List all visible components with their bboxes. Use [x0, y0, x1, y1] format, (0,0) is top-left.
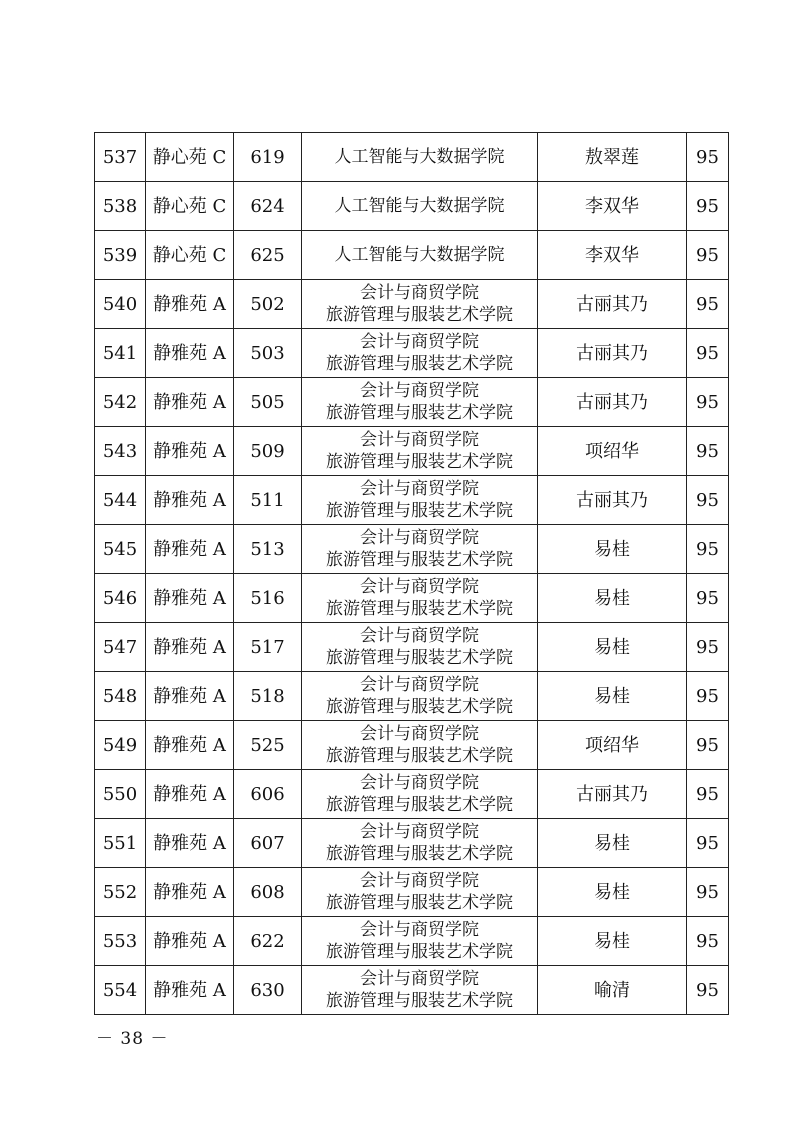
college-name: 旅游管理与服装艺术学院: [326, 795, 513, 815]
teacher-cell: 易桂: [538, 525, 687, 574]
teacher-cell: 易桂: [538, 819, 687, 868]
room-cell: 502: [234, 280, 302, 329]
table-row: [95, 574, 729, 623]
teacher-cell: 易桂: [538, 574, 687, 623]
college-name: 旅游管理与服装艺术学院: [326, 697, 513, 717]
score-cell: 95: [687, 329, 729, 378]
score-cell: 95: [687, 770, 729, 819]
teacher-cell: 敖翠莲: [538, 133, 687, 182]
dormitory-score-table: [94, 132, 729, 1015]
score-cell: 95: [687, 378, 729, 427]
college-name: 会计与商贸学院: [360, 332, 479, 352]
score-cell: 95: [687, 427, 729, 476]
table-row: [95, 966, 729, 1015]
building-cell: 静心苑 C: [146, 133, 234, 182]
college-cell: [302, 917, 538, 966]
room-cell: 511: [234, 476, 302, 525]
college-name: 会计与商贸学院: [360, 969, 479, 989]
no-cell: 541: [95, 329, 146, 378]
college-name: 旅游管理与服装艺术学院: [326, 599, 513, 619]
room-cell: 518: [234, 672, 302, 721]
building-cell: 静雅苑 A: [146, 917, 234, 966]
building-cell: 静雅苑 A: [146, 721, 234, 770]
table-row: [95, 672, 729, 721]
page-number: － 38 －: [96, 1029, 169, 1049]
teacher-cell: 古丽其乃: [538, 770, 687, 819]
college-name: 会计与商贸学院: [360, 479, 479, 499]
teacher-cell: 易桂: [538, 917, 687, 966]
room-cell: 517: [234, 623, 302, 672]
room-cell: 607: [234, 819, 302, 868]
no-cell: 539: [95, 231, 146, 280]
college-name: 会计与商贸学院: [360, 577, 479, 597]
building-cell: 静雅苑 A: [146, 476, 234, 525]
college-name: 旅游管理与服装艺术学院: [326, 452, 513, 472]
table-row: [95, 231, 729, 280]
building-cell: 静雅苑 A: [146, 525, 234, 574]
college-name: 旅游管理与服装艺术学院: [326, 844, 513, 864]
teacher-cell: 项绍华: [538, 427, 687, 476]
building-cell: 静心苑 C: [146, 182, 234, 231]
table-row: [95, 770, 729, 819]
college-name: 旅游管理与服装艺术学院: [326, 746, 513, 766]
table-row: [95, 133, 729, 182]
table-row: [95, 525, 729, 574]
college-name: 人工智能与大数据学院: [334, 196, 505, 216]
room-cell: 505: [234, 378, 302, 427]
college-cell: [302, 966, 538, 1015]
building-cell: 静雅苑 A: [146, 427, 234, 476]
room-cell: 622: [234, 917, 302, 966]
college-name: 人工智能与大数据学院: [334, 245, 505, 265]
college-name: 旅游管理与服装艺术学院: [326, 893, 513, 913]
table-row: [95, 329, 729, 378]
college-name: 旅游管理与服装艺术学院: [326, 354, 513, 374]
teacher-cell: 古丽其乃: [538, 329, 687, 378]
room-cell: 630: [234, 966, 302, 1015]
building-cell: 静心苑 C: [146, 231, 234, 280]
college-cell: [302, 427, 538, 476]
college-name: 会计与商贸学院: [360, 822, 479, 842]
college-cell: [302, 231, 538, 280]
building-cell: 静雅苑 A: [146, 819, 234, 868]
building-cell: 静雅苑 A: [146, 868, 234, 917]
teacher-cell: 古丽其乃: [538, 280, 687, 329]
college-name: 人工智能与大数据学院: [334, 147, 505, 167]
no-cell: 549: [95, 721, 146, 770]
teacher-cell: 易桂: [538, 868, 687, 917]
college-cell: [302, 574, 538, 623]
college-name: 会计与商贸学院: [360, 283, 479, 303]
building-cell: 静雅苑 A: [146, 574, 234, 623]
building-cell: 静雅苑 A: [146, 378, 234, 427]
score-cell: 95: [687, 525, 729, 574]
college-name: 会计与商贸学院: [360, 871, 479, 891]
teacher-cell: 喻清: [538, 966, 687, 1015]
no-cell: 543: [95, 427, 146, 476]
room-cell: 525: [234, 721, 302, 770]
score-cell: 95: [687, 672, 729, 721]
building-cell: 静雅苑 A: [146, 280, 234, 329]
college-name: 会计与商贸学院: [360, 626, 479, 646]
table-row: [95, 280, 729, 329]
no-cell: 552: [95, 868, 146, 917]
college-name: 会计与商贸学院: [360, 773, 479, 793]
teacher-cell: 古丽其乃: [538, 378, 687, 427]
room-cell: 503: [234, 329, 302, 378]
college-cell: [302, 868, 538, 917]
score-cell: 95: [687, 133, 729, 182]
no-cell: 554: [95, 966, 146, 1015]
teacher-cell: 古丽其乃: [538, 476, 687, 525]
table-row: [95, 819, 729, 868]
score-cell: 95: [687, 819, 729, 868]
college-name: 旅游管理与服装艺术学院: [326, 501, 513, 521]
score-cell: 95: [687, 917, 729, 966]
room-cell: 619: [234, 133, 302, 182]
no-cell: 551: [95, 819, 146, 868]
college-name: 旅游管理与服装艺术学院: [326, 550, 513, 570]
college-cell: [302, 819, 538, 868]
college-cell: [302, 182, 538, 231]
college-cell: [302, 280, 538, 329]
room-cell: 625: [234, 231, 302, 280]
room-cell: 624: [234, 182, 302, 231]
college-name: 旅游管理与服装艺术学院: [326, 942, 513, 962]
college-cell: [302, 133, 538, 182]
college-name: 旅游管理与服装艺术学院: [326, 991, 513, 1011]
college-name: 会计与商贸学院: [360, 675, 479, 695]
score-cell: 95: [687, 280, 729, 329]
no-cell: 545: [95, 525, 146, 574]
no-cell: 537: [95, 133, 146, 182]
score-cell: 95: [687, 231, 729, 280]
building-cell: 静雅苑 A: [146, 966, 234, 1015]
college-name: 会计与商贸学院: [360, 724, 479, 744]
college-cell: [302, 770, 538, 819]
building-cell: 静雅苑 A: [146, 672, 234, 721]
no-cell: 540: [95, 280, 146, 329]
teacher-cell: 项绍华: [538, 721, 687, 770]
college-cell: [302, 378, 538, 427]
college-name: 旅游管理与服装艺术学院: [326, 648, 513, 668]
no-cell: 546: [95, 574, 146, 623]
score-cell: 95: [687, 623, 729, 672]
score-cell: 95: [687, 574, 729, 623]
room-cell: 509: [234, 427, 302, 476]
college-cell: [302, 329, 538, 378]
college-name: 会计与商贸学院: [360, 381, 479, 401]
score-cell: 95: [687, 182, 729, 231]
teacher-cell: 易桂: [538, 672, 687, 721]
table-row: [95, 476, 729, 525]
table-row: [95, 182, 729, 231]
table-row: [95, 378, 729, 427]
table-row: [95, 427, 729, 476]
room-cell: 513: [234, 525, 302, 574]
no-cell: 544: [95, 476, 146, 525]
room-cell: 606: [234, 770, 302, 819]
score-cell: 95: [687, 868, 729, 917]
no-cell: 550: [95, 770, 146, 819]
college-name: 旅游管理与服装艺术学院: [326, 403, 513, 423]
no-cell: 538: [95, 182, 146, 231]
table-body: [95, 133, 729, 1015]
teacher-cell: 李双华: [538, 231, 687, 280]
score-cell: 95: [687, 476, 729, 525]
room-cell: 608: [234, 868, 302, 917]
no-cell: 553: [95, 917, 146, 966]
teacher-cell: 易桂: [538, 623, 687, 672]
table-row: [95, 917, 729, 966]
college-name: 会计与商贸学院: [360, 920, 479, 940]
building-cell: 静雅苑 A: [146, 623, 234, 672]
score-cell: 95: [687, 721, 729, 770]
no-cell: 547: [95, 623, 146, 672]
no-cell: 548: [95, 672, 146, 721]
college-cell: [302, 525, 538, 574]
college-name: 旅游管理与服装艺术学院: [326, 305, 513, 325]
table-row: [95, 868, 729, 917]
college-name: 会计与商贸学院: [360, 430, 479, 450]
college-cell: [302, 476, 538, 525]
room-cell: 516: [234, 574, 302, 623]
college-cell: [302, 721, 538, 770]
college-cell: [302, 623, 538, 672]
no-cell: 542: [95, 378, 146, 427]
table-row: [95, 623, 729, 672]
teacher-cell: 李双华: [538, 182, 687, 231]
college-cell: [302, 672, 538, 721]
building-cell: 静雅苑 A: [146, 329, 234, 378]
score-cell: 95: [687, 966, 729, 1015]
table-row: [95, 721, 729, 770]
college-name: 会计与商贸学院: [360, 528, 479, 548]
building-cell: 静雅苑 A: [146, 770, 234, 819]
